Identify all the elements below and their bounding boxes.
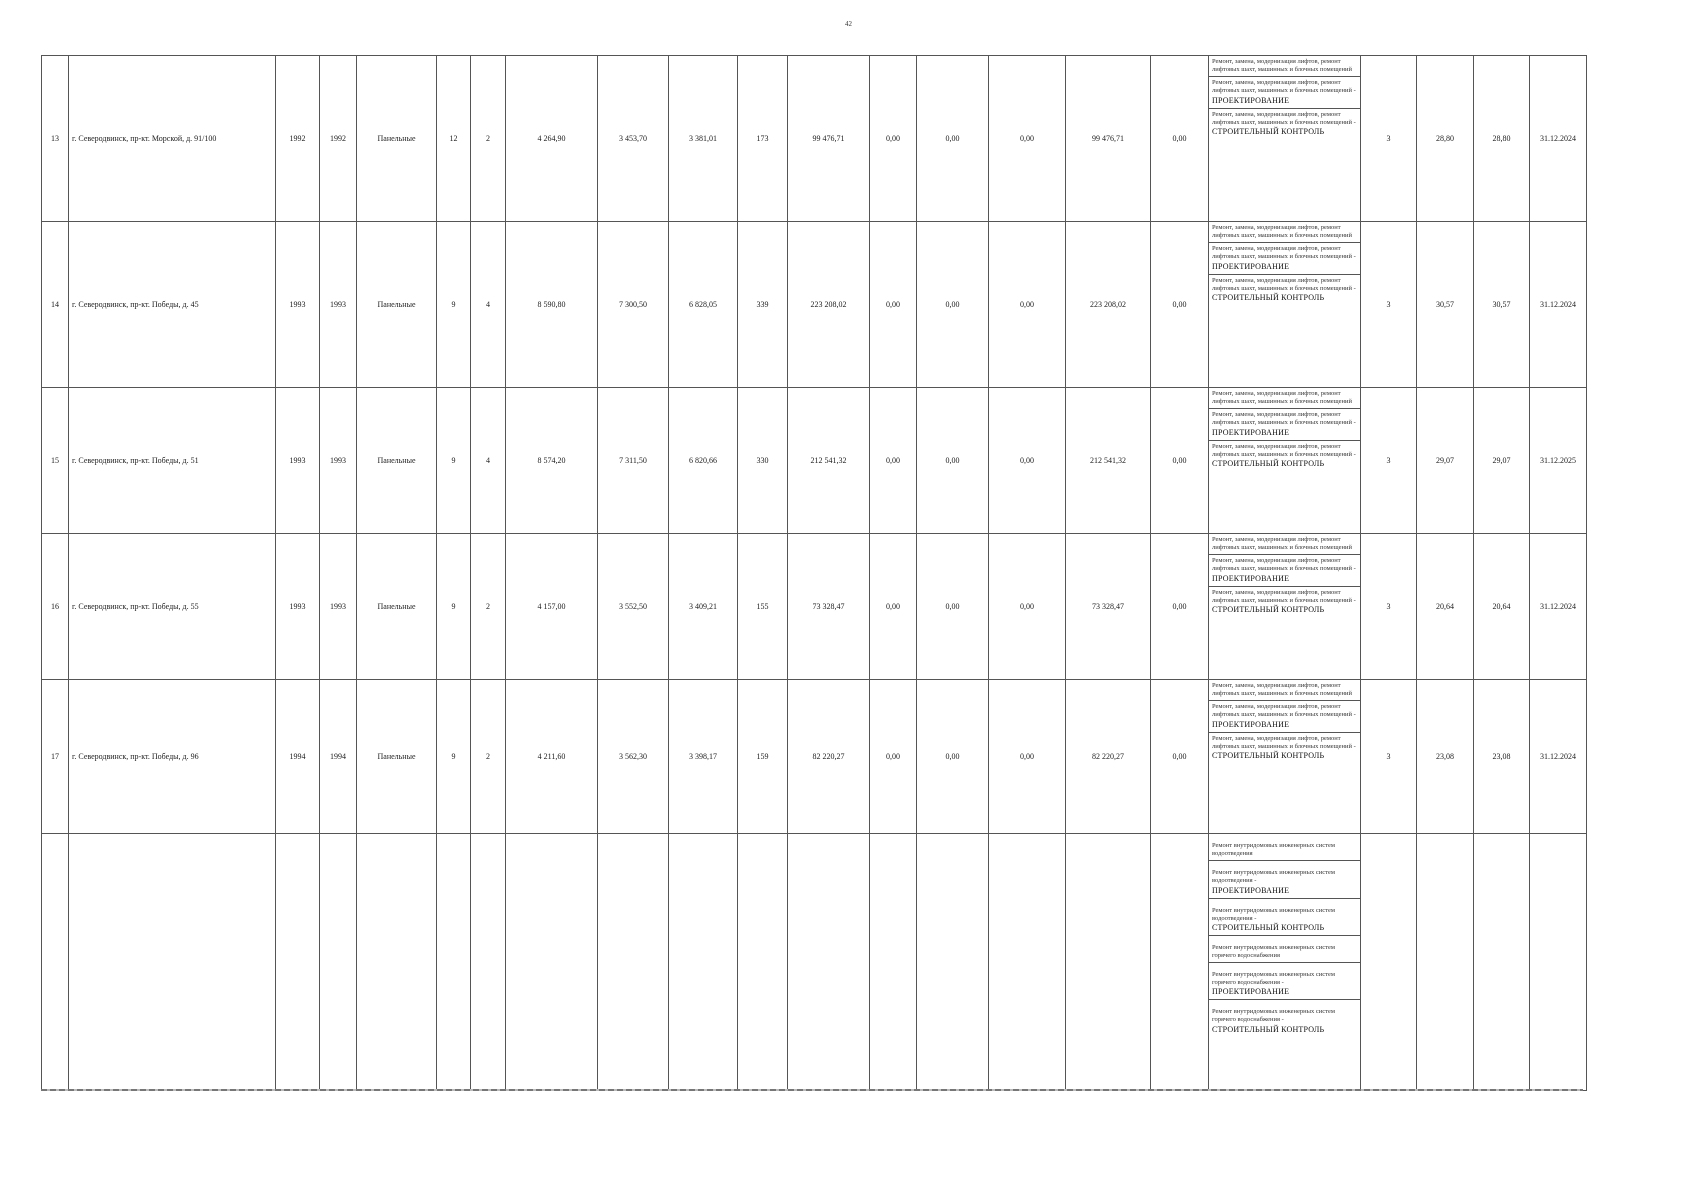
unit-cost-cell: 28,80 <box>1417 56 1474 222</box>
fund-local-cell: 0,00 <box>989 388 1066 534</box>
row-number: 16 <box>42 534 69 680</box>
work-item <box>1209 534 1360 555</box>
work-item <box>1209 409 1360 440</box>
fund-other-cell: 0,00 <box>1151 534 1209 680</box>
work-description: Ремонт, замена, модернизация лифтов, ремонт лифтовых шахт, машинных и блочных помещений - <box>1212 734 1356 750</box>
fund-owners-cell <box>1066 834 1151 1091</box>
fund-regional-cell: 0,00 <box>917 222 989 388</box>
work-item <box>1209 587 1360 617</box>
address-cell: г. Северодвинск, пр-кт. Победы, д. 96 <box>69 680 276 834</box>
fund-owners-cell: 99 476,71 <box>1066 56 1151 222</box>
total-area-cell: 8 574,20 <box>506 388 598 534</box>
work-stage: ПРОЕКТИРОВАНИЕ <box>1212 885 1290 895</box>
residents-cell: 339 <box>738 222 788 388</box>
table-row <box>42 534 1587 680</box>
scan-bottom-edge <box>41 1089 1583 1091</box>
works-list <box>1209 834 1360 1037</box>
fund-federal-cell: 0,00 <box>870 56 917 222</box>
work-description: Ремонт, замена, модернизация лифтов, ремонт лифтовых шахт, машинных и блочных помещений <box>1212 224 1352 240</box>
area-residential-cell: 3 398,17 <box>669 680 738 834</box>
work-item <box>1209 899 1360 936</box>
work-count-cell: 3 <box>1361 222 1417 388</box>
wall-material-cell: Панельные <box>357 680 437 834</box>
table-row <box>42 56 1587 222</box>
entrances-cell: 4 <box>471 388 506 534</box>
unit-cost-limit-cell: 23,08 <box>1474 680 1530 834</box>
works-cell <box>1209 834 1361 1091</box>
floors-cell: 9 <box>437 680 471 834</box>
area-premises-cell: 7 311,50 <box>598 388 669 534</box>
works-list <box>1209 222 1360 305</box>
fund-owners-cell: 73 328,47 <box>1066 534 1151 680</box>
work-item <box>1209 275 1360 305</box>
year-built-cell <box>276 834 320 1091</box>
address-cell: г. Северодвинск, пр-кт. Победы, д. 45 <box>69 222 276 388</box>
work-item <box>1209 222 1360 243</box>
work-count-cell: 3 <box>1361 534 1417 680</box>
floors-cell: 12 <box>437 56 471 222</box>
floors-cell: 9 <box>437 534 471 680</box>
entrances-cell: 2 <box>471 56 506 222</box>
work-item <box>1209 963 1360 1000</box>
work-item <box>1209 441 1360 471</box>
table-row <box>42 388 1587 534</box>
registry-body <box>42 56 1587 1091</box>
address-cell <box>69 834 276 1091</box>
work-item <box>1209 56 1360 77</box>
works-list <box>1209 534 1360 617</box>
year-built-cell: 1993 <box>276 388 320 534</box>
work-description: Ремонт внутридомовых инженерных систем водоотведения - <box>1212 869 1335 885</box>
work-item <box>1209 109 1360 139</box>
work-item <box>1209 936 1360 963</box>
work-description: Ремонт, замена, модернизация лифтов, ремонт лифтовых шахт, машинных и блочных помещений <box>1212 58 1352 74</box>
year-commissioned-cell: 1993 <box>320 388 357 534</box>
work-description: Ремонт, замена, модернизация лифтов, ремонт лифтовых шахт, машинных и блочных помещений - <box>1212 703 1356 719</box>
unit-cost-cell: 30,57 <box>1417 222 1474 388</box>
total-area-cell: 4 157,00 <box>506 534 598 680</box>
fund-owners-cell: 212 541,32 <box>1066 388 1151 534</box>
area-premises-cell: 3 453,70 <box>598 56 669 222</box>
wall-material-cell: Панельные <box>357 56 437 222</box>
address-cell: г. Северодвинск, пр-кт. Победы, д. 55 <box>69 534 276 680</box>
total-area-cell <box>506 834 598 1091</box>
work-item <box>1209 243 1360 274</box>
table-row <box>42 222 1587 388</box>
deadline-cell: 31.12.2024 <box>1530 534 1587 680</box>
work-stage: ПРОЕКТИРОВАНИЕ <box>1212 719 1290 729</box>
wall-material-cell: Панельные <box>357 222 437 388</box>
fund-owners-cell: 223 208,02 <box>1066 222 1151 388</box>
work-description: Ремонт, замена, модернизация лифтов, ремонт лифтовых шахт, машинных и блочных помещений - <box>1212 442 1356 458</box>
work-description: Ремонт, замена, модернизация лифтов, ремонт лифтовых шахт, машинных и блочных помещений <box>1212 390 1352 406</box>
fund-federal-cell <box>870 834 917 1091</box>
work-description: Ремонт, замена, модернизация лифтов, ремонт лифтовых шахт, машинных и блочных помещений - <box>1212 411 1356 427</box>
work-stage: ПРОЕКТИРОВАНИЕ <box>1212 95 1290 105</box>
area-premises-cell: 3 562,30 <box>598 680 669 834</box>
fund-other-cell <box>1151 834 1209 1091</box>
year-built-cell: 1994 <box>276 680 320 834</box>
work-count-cell <box>1361 834 1417 1091</box>
year-built-cell: 1992 <box>276 56 320 222</box>
work-description: Ремонт, замена, модернизация лифтов, ремонт лифтовых шахт, машинных и блочных помещений - <box>1212 110 1356 126</box>
row-number <box>42 834 69 1091</box>
fund-federal-cell: 0,00 <box>870 680 917 834</box>
cost-total-cell: 99 476,71 <box>788 56 870 222</box>
fund-other-cell: 0,00 <box>1151 222 1209 388</box>
work-item <box>1209 555 1360 586</box>
entrances-cell <box>471 834 506 1091</box>
work-description: Ремонт, замена, модернизация лифтов, ремонт лифтовых шахт, машинных и блочных помещений - <box>1212 245 1356 261</box>
cost-total-cell <box>788 834 870 1091</box>
unit-cost-limit-cell: 30,57 <box>1474 222 1530 388</box>
year-built-cell: 1993 <box>276 534 320 680</box>
wall-material-cell: Панельные <box>357 388 437 534</box>
deadline-cell: 31.12.2024 <box>1530 222 1587 388</box>
fund-other-cell: 0,00 <box>1151 680 1209 834</box>
work-description: Ремонт внутридомовых инженерных систем горячего водоснабжения - <box>1212 1008 1335 1024</box>
residents-cell: 330 <box>738 388 788 534</box>
floors-cell <box>437 834 471 1091</box>
area-residential-cell <box>669 834 738 1091</box>
work-description: Ремонт, замена, модернизация лифтов, ремонт лифтовых шахт, машинных и блочных помещений - <box>1212 79 1356 95</box>
work-stage: ПРОЕКТИРОВАНИЕ <box>1212 427 1290 437</box>
work-stage: ПРОЕКТИРОВАНИЕ <box>1212 573 1290 583</box>
row-number: 14 <box>42 222 69 388</box>
works-list <box>1209 388 1360 471</box>
table-row <box>42 680 1587 834</box>
unit-cost-cell <box>1417 834 1474 1091</box>
fund-regional-cell: 0,00 <box>917 680 989 834</box>
fund-regional-cell: 0,00 <box>917 56 989 222</box>
work-count-cell: 3 <box>1361 680 1417 834</box>
works-cell <box>1209 388 1361 534</box>
work-stage: СТРОИТЕЛЬНЫЙ КОНТРОЛЬ <box>1212 750 1325 760</box>
row-number: 15 <box>42 388 69 534</box>
page-number: 42 <box>845 20 852 28</box>
deadline-cell: 31.12.2024 <box>1530 680 1587 834</box>
unit-cost-cell: 23,08 <box>1417 680 1474 834</box>
fund-federal-cell: 0,00 <box>870 222 917 388</box>
unit-cost-limit-cell: 29,07 <box>1474 388 1530 534</box>
work-item <box>1209 680 1360 701</box>
work-stage: СТРОИТЕЛЬНЫЙ КОНТРОЛЬ <box>1212 604 1325 614</box>
fund-local-cell: 0,00 <box>989 222 1066 388</box>
unit-cost-limit-cell: 20,64 <box>1474 534 1530 680</box>
work-stage: СТРОИТЕЛЬНЫЙ КОНТРОЛЬ <box>1212 1024 1325 1034</box>
work-item <box>1209 834 1360 861</box>
work-description: Ремонт внутридомовых инженерных систем водоотведения <box>1212 842 1335 858</box>
unit-cost-cell: 29,07 <box>1417 388 1474 534</box>
works-list <box>1209 680 1360 763</box>
works-list <box>1209 56 1360 139</box>
address-cell: г. Северодвинск, пр-кт. Победы, д. 51 <box>69 388 276 534</box>
fund-federal-cell: 0,00 <box>870 388 917 534</box>
work-stage: СТРОИТЕЛЬНЫЙ КОНТРОЛЬ <box>1212 458 1325 468</box>
work-description: Ремонт, замена, модернизация лифтов, ремонт лифтовых шахт, машинных и блочных помещений <box>1212 682 1352 698</box>
fund-other-cell: 0,00 <box>1151 388 1209 534</box>
work-description: Ремонт внутридомовых инженерных систем горячего водоснабжения <box>1212 943 1335 959</box>
wall-material-cell <box>357 834 437 1091</box>
unit-cost-limit-cell <box>1474 834 1530 1091</box>
work-stage: ПРОЕКТИРОВАНИЕ <box>1212 261 1290 271</box>
row-number: 13 <box>42 56 69 222</box>
capital-repair-table <box>41 55 1587 1091</box>
work-description: Ремонт внутридомовых инженерных систем водоотведения - <box>1212 906 1335 922</box>
deadline-cell: 31.12.2024 <box>1530 56 1587 222</box>
fund-local-cell: 0,00 <box>989 680 1066 834</box>
work-description: Ремонт, замена, модернизация лифтов, ремонт лифтовых шахт, машинных и блочных помещений - <box>1212 276 1356 292</box>
work-description: Ремонт, замена, модернизация лифтов, ремонт лифтовых шахт, машинных и блочных помещений - <box>1212 557 1356 573</box>
cost-total-cell: 212 541,32 <box>788 388 870 534</box>
row-number: 17 <box>42 680 69 834</box>
deadline-cell: 31.12.2025 <box>1530 388 1587 534</box>
fund-local-cell: 0,00 <box>989 56 1066 222</box>
fund-local-cell <box>989 834 1066 1091</box>
total-area-cell: 8 590,80 <box>506 222 598 388</box>
area-premises-cell <box>598 834 669 1091</box>
area-residential-cell: 3 381,01 <box>669 56 738 222</box>
work-item <box>1209 1000 1360 1036</box>
work-stage: СТРОИТЕЛЬНЫЙ КОНТРОЛЬ <box>1212 922 1325 932</box>
cost-total-cell: 82 220,27 <box>788 680 870 834</box>
area-premises-cell: 3 552,50 <box>598 534 669 680</box>
entrances-cell: 2 <box>471 534 506 680</box>
entrances-cell: 4 <box>471 222 506 388</box>
work-count-cell: 3 <box>1361 56 1417 222</box>
residents-cell: 155 <box>738 534 788 680</box>
cost-total-cell: 223 208,02 <box>788 222 870 388</box>
work-stage: СТРОИТЕЛЬНЫЙ КОНТРОЛЬ <box>1212 292 1325 302</box>
work-count-cell: 3 <box>1361 388 1417 534</box>
area-premises-cell: 7 300,50 <box>598 222 669 388</box>
year-commissioned-cell <box>320 834 357 1091</box>
fund-regional-cell: 0,00 <box>917 534 989 680</box>
area-residential-cell: 6 820,66 <box>669 388 738 534</box>
year-commissioned-cell: 1993 <box>320 222 357 388</box>
total-area-cell: 4 211,60 <box>506 680 598 834</box>
work-item <box>1209 733 1360 763</box>
residents-cell: 173 <box>738 56 788 222</box>
unit-cost-limit-cell: 28,80 <box>1474 56 1530 222</box>
works-cell <box>1209 680 1361 834</box>
work-description: Ремонт, замена, модернизация лифтов, ремонт лифтовых шахт, машинных и блочных помещений <box>1212 536 1352 552</box>
residents-cell <box>738 834 788 1091</box>
year-commissioned-cell: 1992 <box>320 56 357 222</box>
fund-regional-cell: 0,00 <box>917 388 989 534</box>
fund-regional-cell <box>917 834 989 1091</box>
year-commissioned-cell: 1994 <box>320 680 357 834</box>
entrances-cell: 2 <box>471 680 506 834</box>
works-cell <box>1209 222 1361 388</box>
work-description: Ремонт внутридомовых инженерных систем горячего водоснабжения - <box>1212 971 1335 987</box>
work-item <box>1209 861 1360 898</box>
work-stage: СТРОИТЕЛЬНЫЙ КОНТРОЛЬ <box>1212 126 1325 136</box>
wall-material-cell: Панельные <box>357 534 437 680</box>
area-residential-cell: 3 409,21 <box>669 534 738 680</box>
floors-cell: 9 <box>437 388 471 534</box>
fund-owners-cell: 82 220,27 <box>1066 680 1151 834</box>
work-stage: ПРОЕКТИРОВАНИЕ <box>1212 987 1290 997</box>
year-built-cell: 1993 <box>276 222 320 388</box>
unit-cost-cell: 20,64 <box>1417 534 1474 680</box>
cost-total-cell: 73 328,47 <box>788 534 870 680</box>
address-cell: г. Северодвинск, пр-кт. Морской, д. 91/100 <box>69 56 276 222</box>
fund-local-cell: 0,00 <box>989 534 1066 680</box>
works-cell <box>1209 534 1361 680</box>
table-row <box>42 834 1587 1091</box>
floors-cell: 9 <box>437 222 471 388</box>
fund-federal-cell: 0,00 <box>870 534 917 680</box>
works-cell <box>1209 56 1361 222</box>
deadline-cell <box>1530 834 1587 1091</box>
area-residential-cell: 6 828,05 <box>669 222 738 388</box>
year-commissioned-cell: 1993 <box>320 534 357 680</box>
residents-cell: 159 <box>738 680 788 834</box>
fund-other-cell: 0,00 <box>1151 56 1209 222</box>
work-description: Ремонт, замена, модернизация лифтов, ремонт лифтовых шахт, машинных и блочных помещений - <box>1212 588 1356 604</box>
work-item <box>1209 77 1360 108</box>
work-item <box>1209 701 1360 732</box>
total-area-cell: 4 264,90 <box>506 56 598 222</box>
work-item <box>1209 388 1360 409</box>
